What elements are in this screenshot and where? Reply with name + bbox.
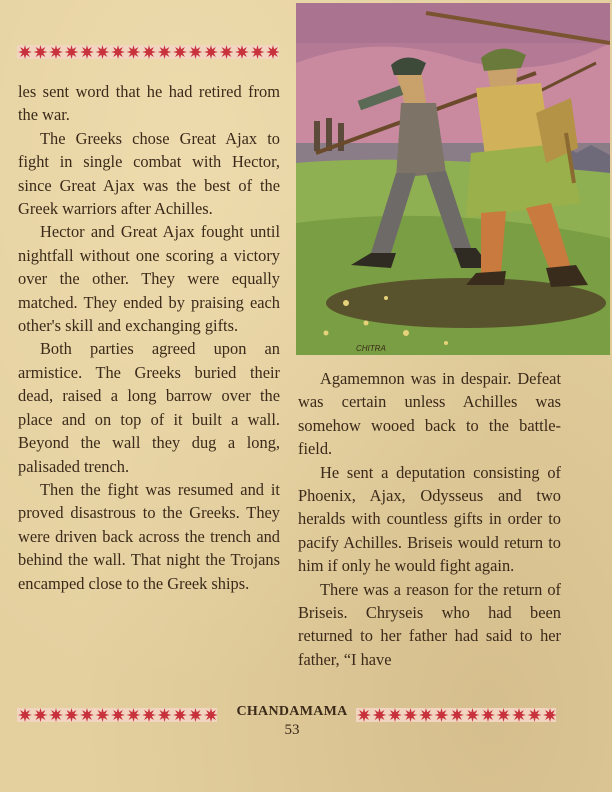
magazine-title: CHANDAMAMA: [236, 704, 348, 719]
star-border-icon: [17, 43, 279, 61]
battle-illustration: [296, 3, 610, 355]
right-text-column: [298, 367, 561, 671]
paragraph: There was a reason for the return of Briseis. Chryseis who had been returned to her father had said to her father, “I have: [298, 579, 561, 669]
paragraph: les sent word that he had retired from the war.: [18, 82, 280, 125]
paragraph: Both parties agreed upon an armistice. The Greeks buried their dead, raised a long barrow over the place and on top of it built a wall. Beyond the wall they dug a long, palisaded trench.: [18, 339, 280, 476]
star-border-icon: [356, 706, 556, 724]
decorative-border-bottom-left: [17, 706, 217, 724]
illustrator-signature: CHITRA: [356, 344, 386, 353]
paragraph: The Greeks chose Great Ajax to fight in single combat with Hector, since Great Ajax was the best of the Greek warriors after Achilles.: [18, 128, 280, 219]
paragraph: Hector and Great Ajax fought until nightfall without one scoring a victory over the other. They were equally matched. They ended by praising each other's skill and exchanging gifts.: [18, 222, 280, 336]
star-border-icon: [17, 706, 217, 724]
page-number: 53: [284, 722, 300, 738]
paragraph: Then the fight was resumed and it proved disastrous to the Greeks. They were driven back across the trench and behind the wall. That night the Trojans encamped close to the Greek ships.: [18, 479, 280, 593]
left-text-column: [18, 80, 280, 595]
decorative-border-bottom-right: [356, 706, 556, 724]
decorative-border-top: [17, 43, 279, 61]
paragraph: Agamemnon was in despair. Defeat was certain unless Achilles was somehow wooed back to the battle-field.: [298, 369, 561, 459]
paragraph: He sent a deputation consisting of Phoenix, Ajax, Odysseus and two heralds with countless gifts in order to pacify Achilles. Briseis would return to him if only he would fight again.: [298, 462, 561, 576]
